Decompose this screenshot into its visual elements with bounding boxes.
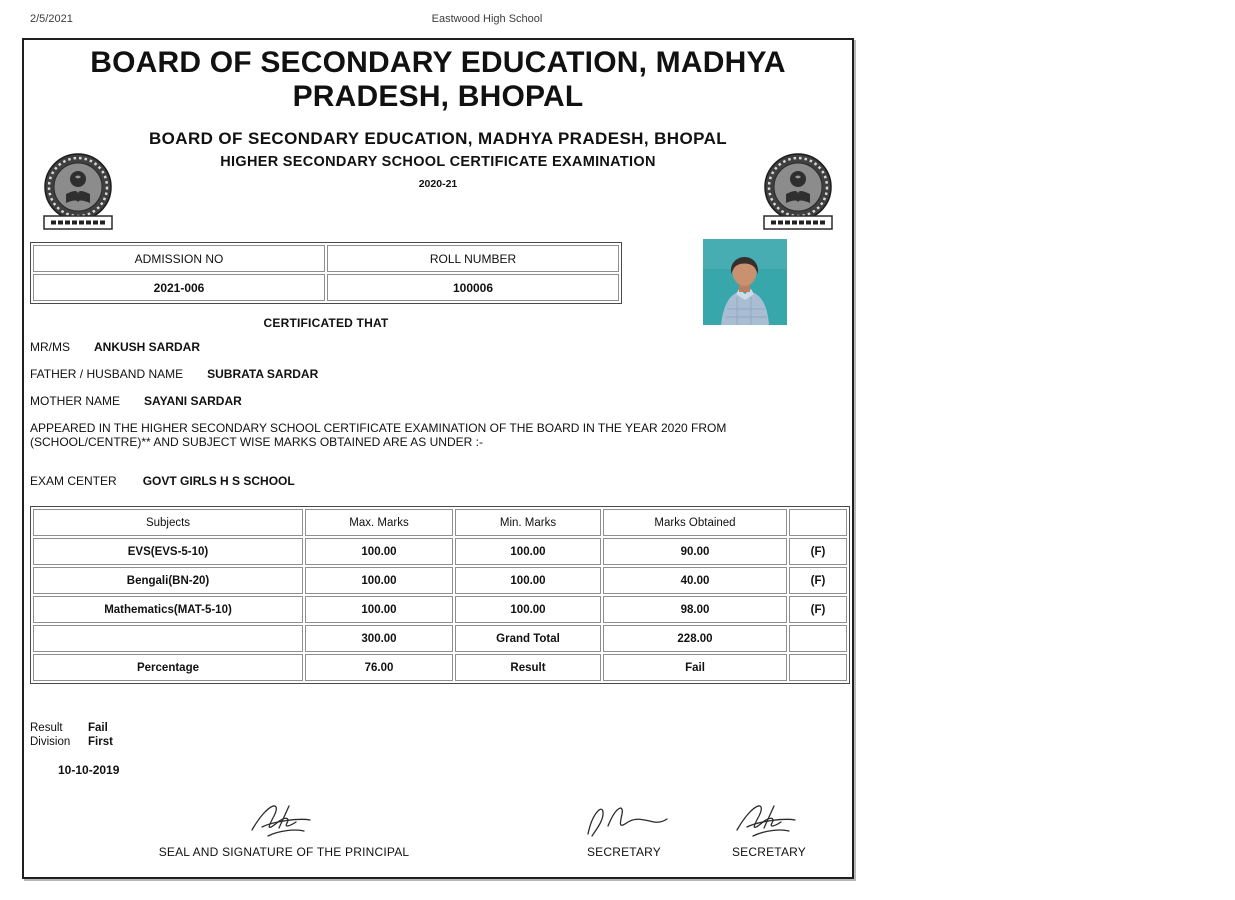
secretary-signature-block (669, 796, 869, 859)
admission-roll-header-row (33, 245, 619, 272)
secretary-signature-label: SECRETARY (586, 845, 662, 859)
grand-total-row (33, 625, 847, 652)
max-marks-header: Max. Marks (305, 509, 453, 536)
grand-total-value: 228.00 (603, 625, 787, 652)
max-marks-cell: 100.00 (305, 538, 453, 565)
empty-cell (33, 625, 303, 652)
mother-name-value: SAYANI SARDAR (144, 394, 242, 408)
max-marks-cell: 100.00 (305, 567, 453, 594)
exam-center-row (30, 474, 295, 488)
max-marks-cell: 100.00 (305, 596, 453, 623)
father-name-value: SUBRATA SARDAR (207, 367, 319, 381)
percentage-row (33, 654, 847, 681)
admission-roll-table (30, 242, 622, 304)
principal-signature-label: SEAL AND SIGNATURE OF THE PRINCIPAL (158, 845, 410, 859)
min-marks-header: Min. Marks (455, 509, 601, 536)
father-name-row (30, 367, 318, 381)
min-marks-cell: 100.00 (455, 567, 601, 594)
marks-header-row (33, 509, 847, 536)
fail-flag-cell: (F) (789, 538, 847, 565)
marks-obtained-cell: 98.00 (603, 596, 787, 623)
percentage-value: 76.00 (305, 654, 453, 681)
subject-cell: Mathematics(MAT-5-10) (33, 596, 303, 623)
empty-cell (789, 625, 847, 652)
admission-no-header: ADMISSION NO (33, 245, 325, 272)
table-row (33, 567, 847, 594)
marks-table (30, 506, 850, 684)
board-main-title: BOARD OF SECONDARY EDUCATION, MADHYA PRADESH, BHOPAL (90, 46, 786, 113)
fail-flag-cell: (F) (789, 567, 847, 594)
board-sub-title: BOARD OF SECONDARY EDUCATION, MADHYA PRADESH, BHOPAL (148, 129, 728, 148)
issue-date: 10-10-2019 (58, 763, 120, 777)
division-row (30, 735, 113, 749)
result-label: Result (30, 722, 63, 734)
empty-cell (789, 654, 847, 681)
student-photo (703, 239, 787, 325)
principal-signature-block (84, 796, 484, 859)
admission-no-value: 2021-006 (33, 274, 325, 301)
mother-name-row (30, 394, 242, 408)
subjects-header: Subjects (33, 509, 303, 536)
marks-obtained-header: Marks Obtained (603, 509, 787, 536)
subject-cell: Bengali(BN-20) (33, 567, 303, 594)
session-label: 2020-21 (418, 178, 458, 190)
exam-center-value: GOVT GIRLS H S SCHOOL (142, 474, 295, 488)
secretary-signature-icon (719, 796, 819, 844)
result-value-cell: Fail (603, 654, 787, 681)
appeared-statement: APPEARED IN THE HIGHER SECONDARY SCHOOL CERTIFICATE EXAMINATION OF THE BOARD IN THE YEAR 2020 FROM (SCHOOL/CENTRE)** AND SUBJECT WISE MARKS OBTAINED ARE AS UNDER :- (30, 421, 727, 449)
flag-header (789, 509, 847, 536)
secretary-signature-label: SECRETARY (731, 845, 807, 859)
principal-signature-icon (234, 796, 334, 844)
marks-obtained-cell: 40.00 (603, 567, 787, 594)
student-name-label: MR/MS (30, 340, 70, 354)
division-value: First (88, 736, 113, 748)
table-row (33, 596, 847, 623)
marks-obtained-cell: 90.00 (603, 538, 787, 565)
fail-flag-cell: (F) (789, 596, 847, 623)
division-label: Division (30, 736, 71, 748)
father-name-label: FATHER / HUSBAND NAME (30, 367, 184, 381)
result-value: Fail (88, 722, 108, 734)
exam-title: HIGHER SECONDARY SCHOOL CERTIFICATE EXAMINATION (220, 154, 656, 170)
result-row (30, 721, 108, 735)
subject-cell: EVS(EVS-5-10) (33, 538, 303, 565)
percentage-label: Percentage (33, 654, 303, 681)
table-row (33, 538, 847, 565)
roll-number-value: 100006 (327, 274, 619, 301)
board-seal-icon (38, 150, 118, 232)
mother-name-label: MOTHER NAME (30, 394, 120, 408)
exam-center-label: EXAM CENTER (30, 474, 117, 488)
print-header-page-title: Eastwood High School (431, 13, 543, 25)
admission-roll-value-row (33, 274, 619, 301)
min-marks-cell: 100.00 (455, 596, 601, 623)
student-name-row (30, 340, 200, 354)
certificated-that-label: CERTIFICATED THAT (263, 316, 389, 330)
certificate-document (22, 38, 854, 879)
roll-number-header: ROLL NUMBER (327, 245, 619, 272)
total-max-cell: 300.00 (305, 625, 453, 652)
student-name-value: ANKUSH SARDAR (94, 340, 201, 354)
min-marks-cell: 100.00 (455, 538, 601, 565)
print-header-date: 2/5/2021 (30, 13, 73, 25)
board-seal-icon (758, 150, 838, 232)
secretary-signature-icon (574, 796, 674, 844)
grand-total-label: Grand Total (455, 625, 601, 652)
result-label-cell: Result (455, 654, 601, 681)
